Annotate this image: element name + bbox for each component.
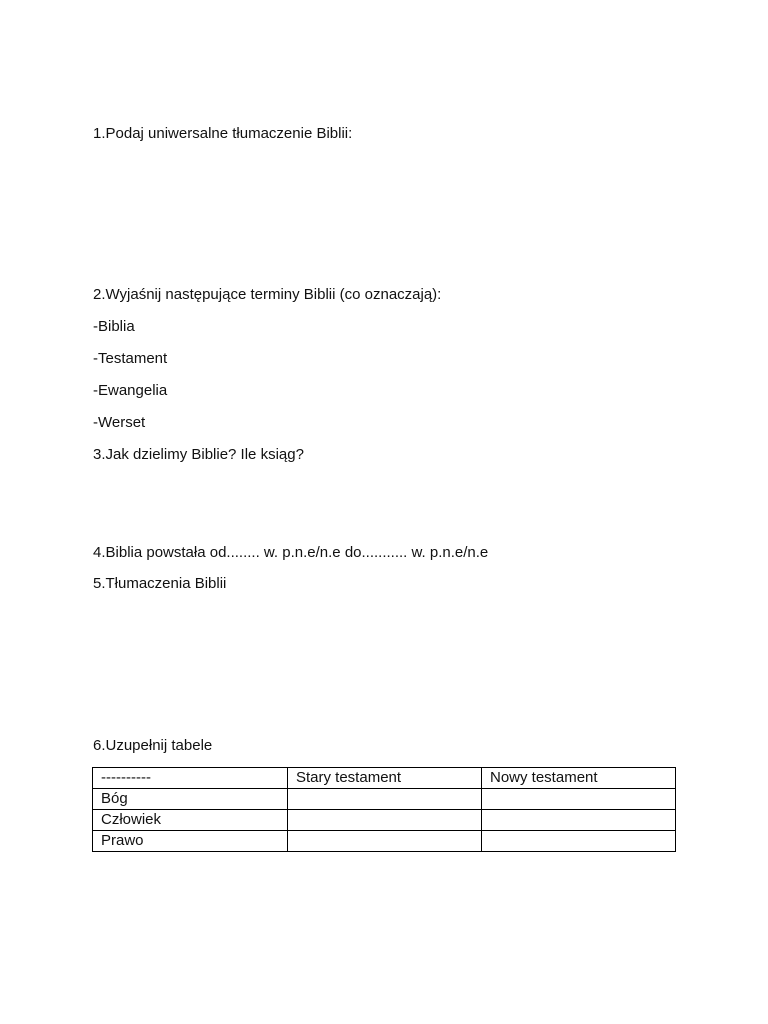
table-cell-empty[interactable] xyxy=(288,831,482,852)
table-row-label: Człowiek xyxy=(93,810,288,831)
table-header-cell: Nowy testament xyxy=(482,768,676,789)
question-1: 1.Podaj uniwersalne tłumaczenie Biblii: xyxy=(93,125,353,142)
table-row xyxy=(93,810,676,831)
table-row xyxy=(93,789,676,810)
table-header-row xyxy=(93,768,676,789)
table-cell-empty[interactable] xyxy=(482,810,676,831)
table-cell-empty[interactable] xyxy=(482,789,676,810)
question-6: 6.Uzupełnij tabele xyxy=(93,737,213,754)
question-5: 5.Tłumaczenia Biblii xyxy=(93,575,227,592)
table-row-label: Bóg xyxy=(93,789,288,810)
term-werset: -Werset xyxy=(93,414,146,431)
term-ewangelia: -Ewangelia xyxy=(93,382,168,399)
question-4: 4.Biblia powstała od........ w. p.n.e/n.e do........... w. p.n.e/n.e xyxy=(93,544,489,561)
term-biblia: -Biblia xyxy=(93,318,135,335)
table-cell-empty[interactable] xyxy=(288,789,482,810)
table-row xyxy=(93,831,676,852)
table-header-cell: ---------- xyxy=(93,768,288,789)
term-testament: -Testament xyxy=(93,350,168,367)
table-cell-empty[interactable] xyxy=(288,810,482,831)
question-2: 2.Wyjaśnij następujące terminy Biblii (co oznaczają): xyxy=(93,286,442,303)
question-3: 3.Jak dzielimy Biblie? Ile ksiąg? xyxy=(93,446,304,463)
fill-in-table xyxy=(92,767,676,852)
table-cell-empty[interactable] xyxy=(482,831,676,852)
table-header-cell: Stary testament xyxy=(288,768,482,789)
table-row-label: Prawo xyxy=(93,831,288,852)
